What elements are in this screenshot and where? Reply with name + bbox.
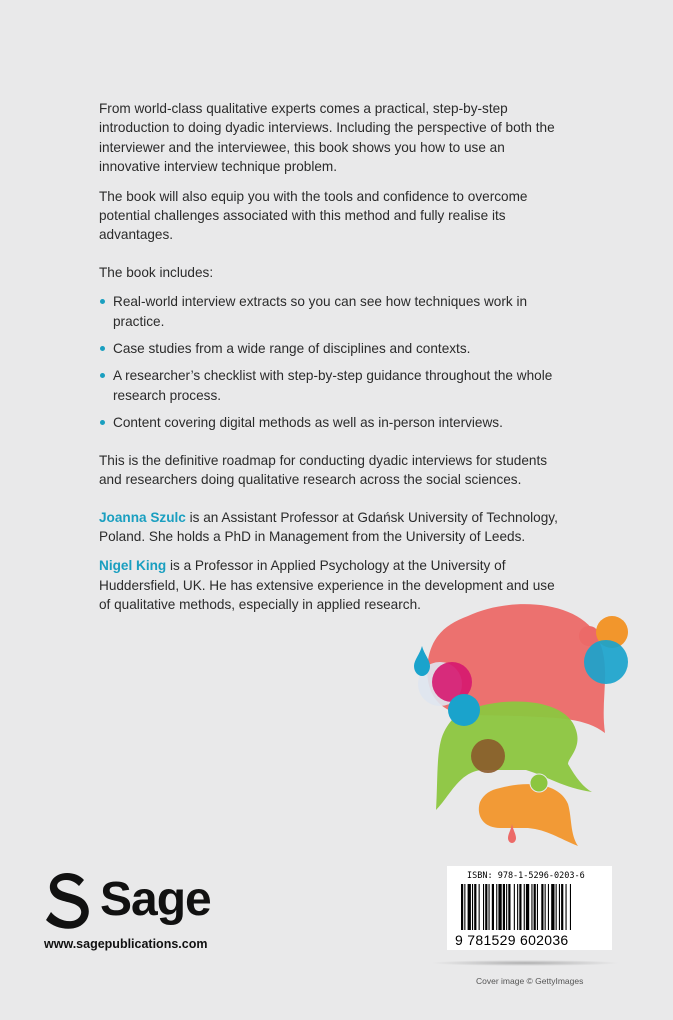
publisher-url[interactable]: www.sagepublications.com xyxy=(44,937,208,951)
barcode-bar xyxy=(506,884,507,930)
barcode-bar xyxy=(541,884,543,930)
barcode-bar xyxy=(461,884,463,930)
speech-bubbles-illustration xyxy=(400,598,640,848)
barcode-bar xyxy=(503,884,505,930)
barcode-bar xyxy=(496,884,497,930)
author-bio: Joanna Szulc is an Assistant Professor at Gdańsk University of Technology, Poland. She holds a PhD in Management from the University of Leeds. xyxy=(99,509,558,544)
list-item: Content covering digital methods as well as in-person interviews. xyxy=(99,413,569,432)
barcode-bar xyxy=(570,884,571,930)
list-item: A researcher’s checklist with step-by-step guidance throughout the whole research process. xyxy=(99,366,569,405)
barcode-bar xyxy=(524,884,525,930)
barcode-bar xyxy=(498,884,501,930)
author-name: Joanna Szulc xyxy=(99,509,186,525)
barcode-bar xyxy=(517,884,518,930)
barcode-bar xyxy=(561,884,563,930)
bullet-icon xyxy=(100,346,105,351)
includes-list xyxy=(99,292,569,432)
barcode-bar xyxy=(468,884,471,930)
barcode-bar xyxy=(566,884,567,930)
bullet-icon xyxy=(100,420,105,425)
intro-paragraph: From world-class qualitative experts comes a practical, step-by-step introduction to doing dyadic interviews. Including the perspective of both the interviewer and the interviewee, this book shows you how to use an innovative interview technique problem. xyxy=(99,101,555,175)
barcode-bar xyxy=(508,884,510,930)
barcode-bar xyxy=(559,884,560,930)
barcode-bar xyxy=(545,884,546,930)
sage-logo-icon xyxy=(44,870,92,930)
includes-heading: The book includes: xyxy=(99,264,214,280)
barcode-bar xyxy=(551,884,554,930)
barcode-bar xyxy=(485,884,487,930)
barcode-bar xyxy=(489,884,490,930)
barcode-bar xyxy=(519,884,521,930)
barcode-bar xyxy=(514,884,515,930)
barcode-bar xyxy=(492,884,494,930)
barcode-bar xyxy=(472,884,473,930)
bullet-icon xyxy=(100,373,105,378)
barcode-bar xyxy=(556,884,557,930)
barcode-bar xyxy=(531,884,532,930)
isbn-label: ISBN: 978-1-5296-0203-6 xyxy=(467,871,585,881)
barcode-bar xyxy=(483,884,484,930)
barcode-bar xyxy=(548,884,549,930)
back-cover-blurb xyxy=(99,99,569,625)
barcode-bar xyxy=(526,884,529,930)
barcode-bar xyxy=(534,884,536,930)
list-item: Real-world interview extracts so you can see how techniques work in practice. xyxy=(99,292,569,331)
author-bio: Nigel King is a Professor in Applied Psychology at the University of Huddersfield, UK. He has extensive experience in the development and use of qualitative methods, especially in applied research. xyxy=(99,558,555,613)
list-item: Case studies from a wide range of disciplines and contexts. xyxy=(99,339,569,358)
author-name: Nigel King xyxy=(99,558,167,574)
barcode-bar xyxy=(479,884,480,930)
closing-paragraph: This is the definitive roadmap for conducting dyadic interviews for students and researchers doing qualitative research across the social sciences. xyxy=(99,452,548,488)
cover-image-credit: Cover image © GettyImages xyxy=(476,976,584,986)
barcode-bar xyxy=(537,884,538,930)
barcode-bar xyxy=(474,884,476,930)
sage-wordmark: Sage xyxy=(100,873,211,926)
barcode-bar xyxy=(464,884,465,930)
isbn-barcode xyxy=(447,866,612,950)
barcode-shadow xyxy=(430,960,620,966)
isbn-digits: 9 781529 602036 xyxy=(455,932,569,948)
equip-paragraph: The book will also equip you with the tools and confidence to overcome potential challenges associated with this method and fully realise its advantages. xyxy=(99,188,528,243)
bullet-icon xyxy=(100,299,105,304)
